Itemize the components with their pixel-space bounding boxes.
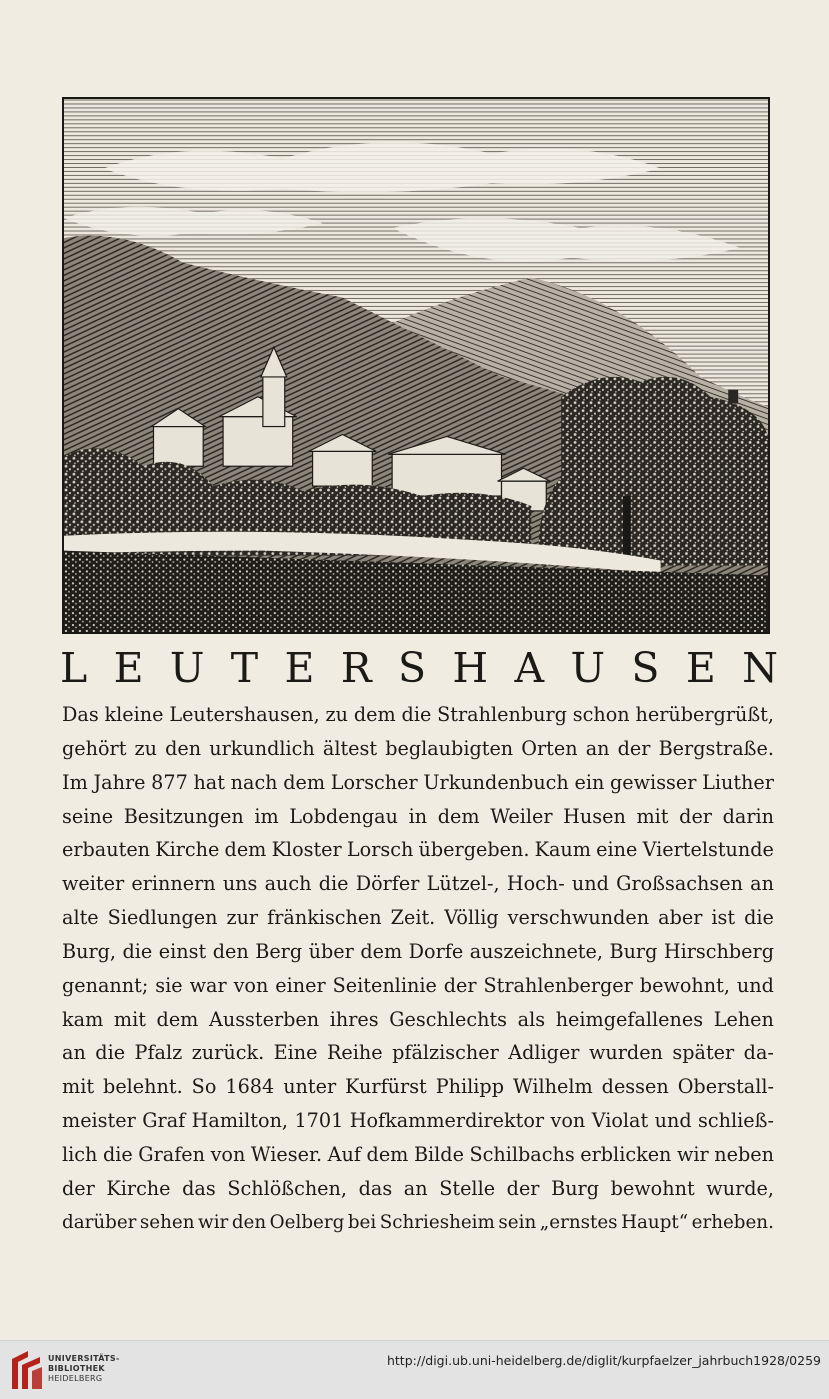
paragraph-line: Im Jahre 877 hat nach dem Lorscher Urkundenbuch ein gewisser Liuther (62, 770, 774, 794)
paragraph-line: Burg, die einst den Berg über dem Dorfe auszeichnete, Burg Hirschberg (62, 939, 774, 963)
paragraph-line: seine Besitzungen im Lobdengau in dem Weiler Husen mit der darin (62, 804, 774, 828)
title-letter: H (452, 644, 489, 692)
title-letter: T (230, 644, 259, 692)
paragraph-line: mit belehnt. So 1684 unter Kurfürst Philipp Wilhelm dessen Oberstall- (62, 1075, 774, 1099)
title-letter: U (570, 644, 606, 692)
title-letter: E (685, 644, 716, 692)
paragraph-line: meister Graf Hamilton, 1701 Hofkammerdirektor von Violat und schließ- (62, 1109, 774, 1133)
title-letter: S (397, 644, 427, 692)
title-letter: A (514, 644, 545, 692)
paragraph-line: der Kirche das Schlößchen, das an Stelle der Burg bewohnt wurde, (62, 1176, 774, 1200)
paragraph-line: an die Pfalz zurück. Eine Reihe pfälzischer Adliger wurden später da- (62, 1041, 774, 1065)
paragraph-line: lich die Grafen von Wieser. Auf dem Bilde Schilbachs erblicken wir neben (62, 1142, 774, 1166)
page-title (60, 644, 778, 692)
library-name-line: BIBLIOTHEK (48, 1364, 105, 1373)
title-letter: N (742, 644, 778, 692)
landscape-engraving (62, 97, 770, 634)
title-letter: L (60, 644, 88, 692)
title-letter: E (284, 644, 315, 692)
paragraph-line: erbauten Kirche dem Kloster Lorsch übergeben. Kaum eine Viertelstunde (62, 838, 774, 862)
paragraph-line: genannt; sie war von einer Seitenlinie der Strahlenberger bewohnt, und (62, 973, 774, 997)
title-letter: R (340, 644, 372, 692)
paragraph-line: gehört zu den urkundlich ältest beglaubigten Orten an der Bergstraße. (62, 736, 774, 760)
paragraph-line: Das kleine Leutershausen, zu dem die Strahlenburg schon herübergrüßt, (62, 703, 774, 726)
document-url-link[interactable]: http://digi.ub.uni-heidelberg.de/diglit/kurpfaelzer_jahrbuch1928/0259 (386, 1353, 821, 1368)
paragraph-line: weiter erinnern uns auch die Dörfer Lützel-, Hoch- und Großsachsen an (62, 872, 774, 896)
library-logo-icon[interactable] (10, 1349, 44, 1391)
paragraph-line: alte Siedlungen zur fränkischen Zeit. Völlig verschwunden aber ist die (62, 906, 774, 930)
viewer-footer-bar (0, 1340, 829, 1399)
title-letter: E (113, 644, 144, 692)
paragraph-line: darüber sehen wir den Oelberg bei Schriesheim sein „ernstes Haupt“ erheben. (62, 1211, 774, 1233)
title-letter: U (169, 644, 205, 692)
title-letter: S (631, 644, 660, 692)
library-name-line: UNIVERSITÄTS- (48, 1354, 120, 1363)
paragraph-line: kam mit dem Aussterben ihres Geschlechts als heimgefallenes Lehen (62, 1007, 774, 1031)
library-name-line: HEIDELBERG (48, 1374, 103, 1383)
body-paragraph (62, 698, 774, 1240)
library-name (48, 1354, 120, 1384)
